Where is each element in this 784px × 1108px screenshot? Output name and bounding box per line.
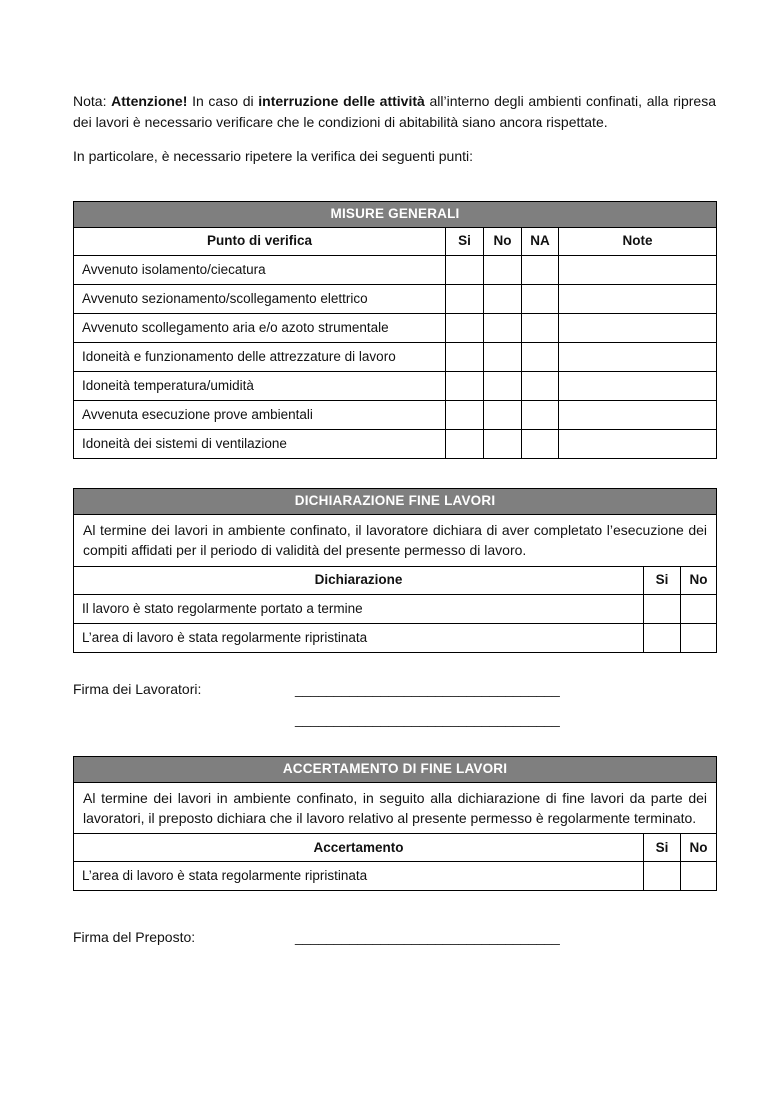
check-cell (484, 343, 522, 372)
check-cell (522, 343, 559, 372)
table-row (74, 285, 717, 314)
column-header: NA (522, 228, 559, 256)
check-cell (522, 285, 559, 314)
column-header: No (681, 834, 717, 862)
check-cell (446, 256, 484, 285)
signature-line: __________________________________ (295, 929, 560, 946)
check-cell (446, 372, 484, 401)
check-cell (446, 343, 484, 372)
table-row (74, 401, 717, 430)
column-header-row (74, 228, 717, 256)
check-cell (559, 401, 717, 430)
table-intro-row (74, 782, 717, 834)
row-label: L’area di lavoro è stata regolarmente ripristinata (74, 623, 644, 652)
table-intro: Al termine dei lavori in ambiente confinato, in seguito alla dichiarazione di fine lavori da parte dei lavoratori, il preposto dichiara che il lavoro relativo al presente permesso è regolarmente terminato. (74, 782, 717, 834)
column-header: Si (446, 228, 484, 256)
check-cell (559, 285, 717, 314)
column-header: Punto di verifica (74, 228, 446, 256)
table-intro: Al termine dei lavori in ambiente confinato, il lavoratore dichiara di aver completato l’esecuzione dei compiti affidati per il periodo di validità del presente permesso di lavoro. (74, 515, 717, 567)
row-label: Avvenuto isolamento/ciecatura (74, 256, 446, 285)
firma-preposto-label: Firma del Preposto: (73, 929, 196, 946)
column-header-row (74, 834, 717, 862)
row-label: Idoneità e funzionamento delle attrezzature di lavoro (74, 343, 446, 372)
signature-row (73, 927, 716, 948)
intro-paragraph: In particolare, è necessario ripetere la verifica dei seguenti punti: (73, 148, 473, 164)
check-cell (681, 594, 717, 623)
check-cell (681, 623, 717, 652)
check-cell (681, 862, 717, 891)
signature-line: __________________________________ (295, 680, 560, 697)
table-title-row (74, 202, 717, 228)
column-header: Accertamento (74, 834, 644, 862)
check-cell (559, 256, 717, 285)
accertamento-fine-lavori-table (73, 756, 717, 892)
row-label: L’area di lavoro è stata regolarmente ripristinata (74, 862, 644, 891)
signature-line: __________________________________ (295, 710, 560, 727)
note-paragraph: Nota: Attenzione! In caso di interruzione delle attività all’interno degli ambienti confinati, alla ripresa dei lavori è necessario verificare che le condizioni di abitabilità siano ancora rispettate. (73, 93, 716, 130)
check-cell (522, 401, 559, 430)
check-cell (644, 862, 681, 891)
check-cell (446, 401, 484, 430)
signature-row (73, 679, 716, 700)
check-cell (484, 256, 522, 285)
table-title: MISURE GENERALI (74, 202, 717, 228)
check-cell (559, 343, 717, 372)
check-cell (484, 430, 522, 459)
table-title-row (74, 756, 717, 782)
column-header: Note (559, 228, 717, 256)
misure-generali-table (73, 201, 717, 459)
table-row (74, 314, 717, 343)
check-cell (484, 285, 522, 314)
row-label: Idoneità dei sistemi di ventilazione (74, 430, 446, 459)
check-cell (559, 314, 717, 343)
table-title: DICHIARAZIONE FINE LAVORI (74, 489, 717, 515)
table-row (74, 594, 717, 623)
row-label: Avvenuta esecuzione prove ambientali (74, 401, 446, 430)
firma-lavoratori-label: Firma dei Lavoratori: (73, 680, 202, 697)
check-cell (559, 372, 717, 401)
check-cell (446, 314, 484, 343)
column-header: Si (644, 834, 681, 862)
check-cell (484, 372, 522, 401)
table-title: ACCERTAMENTO DI FINE LAVORI (74, 756, 717, 782)
column-header: No (484, 228, 522, 256)
table-row (74, 430, 717, 459)
table-intro-row (74, 515, 717, 567)
check-cell (559, 430, 717, 459)
table-title-row (74, 489, 717, 515)
check-cell (446, 430, 484, 459)
dichiarazione-fine-lavori-table (73, 488, 717, 653)
check-cell (644, 623, 681, 652)
check-cell (522, 256, 559, 285)
check-cell (522, 430, 559, 459)
signature-row (73, 709, 716, 730)
table-row (74, 343, 717, 372)
firma-preposto-block (73, 927, 716, 948)
column-header: No (681, 566, 717, 594)
table-row (74, 623, 717, 652)
check-cell (522, 314, 559, 343)
firma-lavoratori-block (73, 679, 716, 730)
table-row (74, 862, 717, 891)
column-header: Si (644, 566, 681, 594)
table-row (74, 372, 717, 401)
table-row (74, 256, 717, 285)
row-label: Avvenuto scollegamento aria e/o azoto strumentale (74, 314, 446, 343)
check-cell (644, 594, 681, 623)
row-label: Idoneità temperatura/umidità (74, 372, 446, 401)
row-label: Avvenuto sezionamento/scollegamento elettrico (74, 285, 446, 314)
column-header-row (74, 566, 717, 594)
check-cell (484, 401, 522, 430)
check-cell (522, 372, 559, 401)
check-cell (446, 285, 484, 314)
row-label: Il lavoro è stato regolarmente portato a termine (74, 594, 644, 623)
check-cell (484, 314, 522, 343)
column-header: Dichiarazione (74, 566, 644, 594)
